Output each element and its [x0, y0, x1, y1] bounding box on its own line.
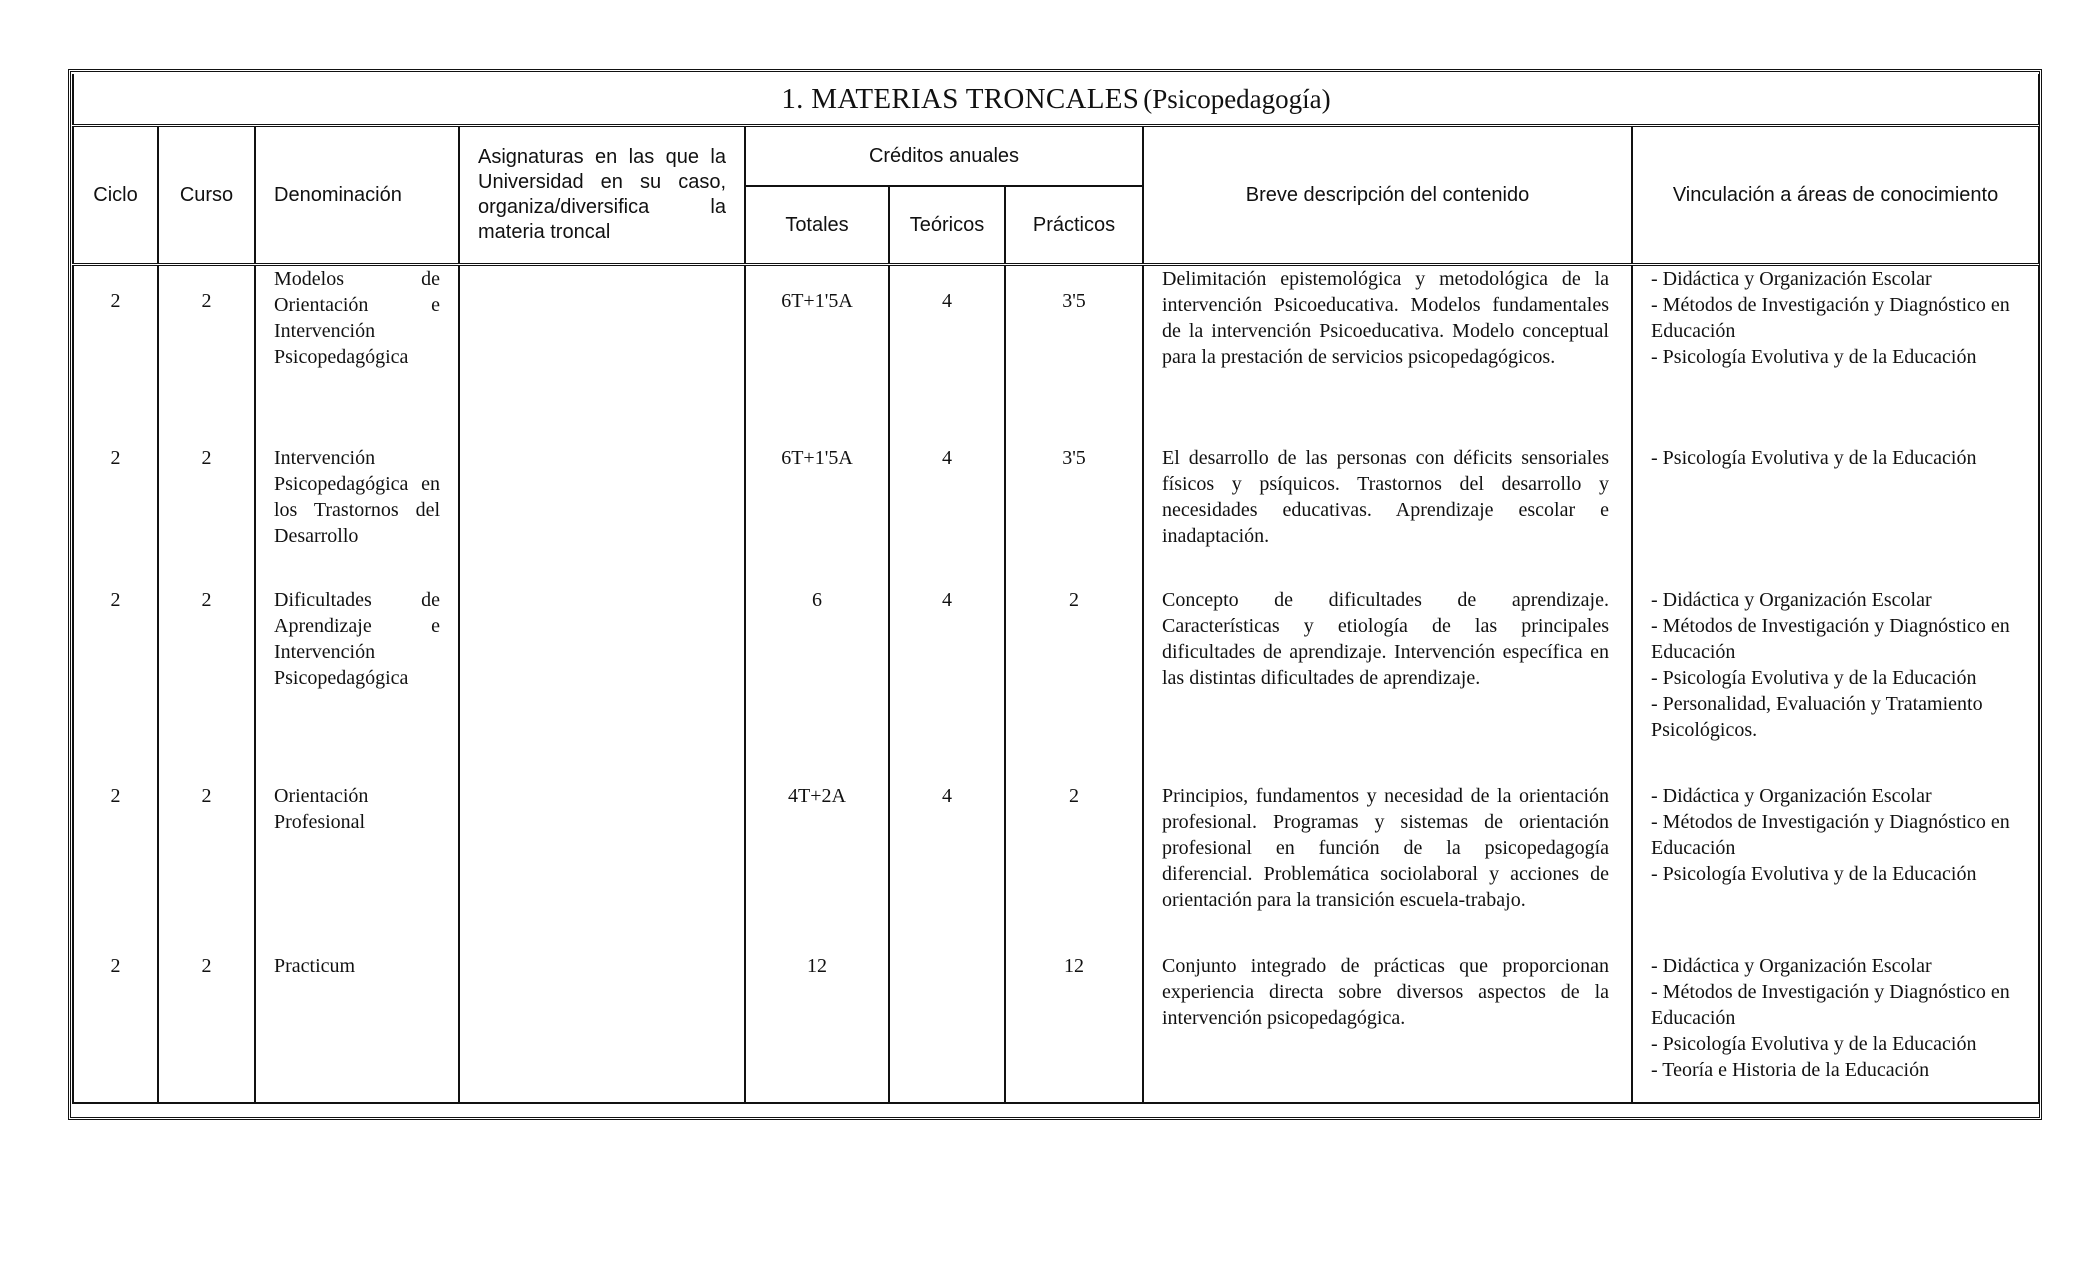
- header-vinculacion: Vinculación a áreas de conocimiento: [1632, 126, 2039, 265]
- cell-totales: 6T+1'5A: [745, 445, 889, 587]
- cell-areas: [1632, 953, 2039, 1103]
- area-item: - Didáctica y Organización Escolar: [1651, 588, 1932, 611]
- cell-areas: [1632, 783, 2039, 953]
- cell-practicos: 2: [1005, 587, 1143, 783]
- cell-practicos: 3'5: [1005, 445, 1143, 587]
- area-item: - Métodos de Investigación y Diagnóstico en Educación: [1651, 980, 2010, 1029]
- area-item: - Didáctica y Organización Escolar: [1651, 784, 1932, 807]
- header-totales: Totales: [745, 186, 889, 265]
- area-item: - Psicología Evolutiva y de la Educación: [1651, 862, 1977, 885]
- header-practicos: Prácticos: [1005, 186, 1143, 265]
- area-item: - Psicología Evolutiva y de la Educación: [1651, 346, 1977, 368]
- title-sub: (Psicopedagogía): [1143, 83, 1331, 114]
- cell-teoricos: 4: [889, 265, 1005, 445]
- cell-asignaturas: [459, 587, 745, 783]
- cell-totales: 4T+2A: [745, 783, 889, 953]
- cell-asignaturas: [459, 445, 745, 587]
- cell-practicos: 3'5: [1005, 265, 1143, 445]
- cell-teoricos: 4: [889, 783, 1005, 953]
- header-denominacion: Denominación: [255, 126, 459, 265]
- header-curso: Curso: [158, 126, 255, 265]
- cell-teoricos: 4: [889, 587, 1005, 783]
- title-main: 1. MATERIAS TRONCALES: [781, 82, 1140, 115]
- cell-ciclo: 2: [73, 265, 158, 445]
- cell-descripcion: El desarrollo de las personas con déficits sensoriales físicos y psíquicos. Trastornos del desarrollo y necesidades educativas. Aprendizaje escolar e inadaptación.: [1143, 445, 1632, 587]
- header-ciclo: Ciclo: [73, 126, 158, 265]
- header-creditos-anuales: Créditos anuales: [745, 126, 1143, 187]
- cell-ciclo: 2: [73, 587, 158, 783]
- cell-denominacion: Orientación Profesional: [255, 783, 459, 953]
- cell-ciclo: 2: [73, 953, 158, 1103]
- cell-areas: [1632, 265, 2039, 445]
- area-item: - Didáctica y Organización Escolar: [1651, 268, 1932, 290]
- header-asignaturas: Asignaturas en las que la Universidad en su caso, organiza/diversifica la materia troncal: [459, 126, 745, 265]
- cell-descripcion: Principios, fundamentos y necesidad de la orientación profesional. Programas y sistemas de orientación profesional en función de la psicopedagogía diferencial. Problemática sociolaboral y acciones de orientación para la transición escuela-trabajo.: [1143, 783, 1632, 953]
- table-row: [73, 587, 2039, 783]
- cell-teoricos: 4: [889, 445, 1005, 587]
- cell-descripcion: Conjunto integrado de prácticas que proporcionan experiencia directa sobre diversos aspectos de la intervención psicopedagógica.: [1143, 953, 1632, 1103]
- cell-asignaturas: [459, 783, 745, 953]
- cell-curso: 2: [158, 445, 255, 587]
- cell-asignaturas: [459, 953, 745, 1103]
- cell-teoricos: [889, 953, 1005, 1103]
- cell-curso: 2: [158, 953, 255, 1103]
- table-row: [73, 953, 2039, 1103]
- cell-areas: [1632, 587, 2039, 783]
- cell-ciclo: 2: [73, 783, 158, 953]
- table-row: [73, 783, 2039, 953]
- cell-denominacion: Intervención Psicopedagógica en los Trastornos del Desarrollo: [255, 445, 459, 587]
- cell-totales: 6T+1'5A: [745, 265, 889, 445]
- cell-practicos: 2: [1005, 783, 1143, 953]
- area-item: - Psicología Evolutiva y de la Educación: [1651, 446, 1977, 469]
- header-descripcion: Breve descripción del contenido: [1143, 126, 1632, 265]
- area-item: - Psicología Evolutiva y de la Educación: [1651, 1032, 1977, 1055]
- area-item: - Métodos de Investigación y Diagnóstico en Educación: [1651, 810, 2010, 859]
- cell-asignaturas: [459, 265, 745, 445]
- cell-curso: 2: [158, 783, 255, 953]
- area-item: - Métodos de Investigación y Diagnóstico en Educación: [1651, 294, 2010, 342]
- cell-denominacion: Practicum: [255, 953, 459, 1103]
- cell-ciclo: 2: [73, 445, 158, 587]
- table-row: [73, 265, 2039, 445]
- cell-denominacion: Dificultades de Aprendizaje e Intervención Psicopedagógica: [255, 587, 459, 783]
- cell-totales: 12: [745, 953, 889, 1103]
- area-item: - Métodos de Investigación y Diagnóstico en Educación: [1651, 614, 2010, 663]
- area-item: - Didáctica y Organización Escolar: [1651, 954, 1932, 977]
- area-item: - Teoría e Historia de la Educación: [1651, 1058, 1930, 1081]
- cell-areas: [1632, 445, 2039, 587]
- cell-descripcion: Delimitación epistemológica y metodológica de la intervención Psicoeducativa. Modelos fundamentales de la intervención Psicoeducativa. Modelo conceptual para la prestación de servicios psicopedagógicos.: [1143, 265, 1632, 445]
- cell-practicos: 12: [1005, 953, 1143, 1103]
- cell-denominacion: Modelos de Orientación e Intervención Psicopedagógica: [255, 265, 459, 445]
- header-teoricos: Teóricos: [889, 186, 1005, 265]
- materias-troncales-table: [72, 74, 2040, 1104]
- area-item: - Psicología Evolutiva y de la Educación: [1651, 666, 1977, 689]
- cell-curso: 2: [158, 265, 255, 445]
- cell-totales: 6: [745, 587, 889, 783]
- table-title: [73, 74, 2039, 126]
- table-row: [73, 445, 2039, 587]
- cell-descripcion: Concepto de dificultades de aprendizaje. Características y etiología de las principales dificultades de aprendizaje. Intervención específica en las distintas dificultades de aprendizaje.: [1143, 587, 1632, 783]
- cell-curso: 2: [158, 587, 255, 783]
- area-item: - Personalidad, Evaluación y Tratamiento Psicológicos.: [1651, 692, 1983, 741]
